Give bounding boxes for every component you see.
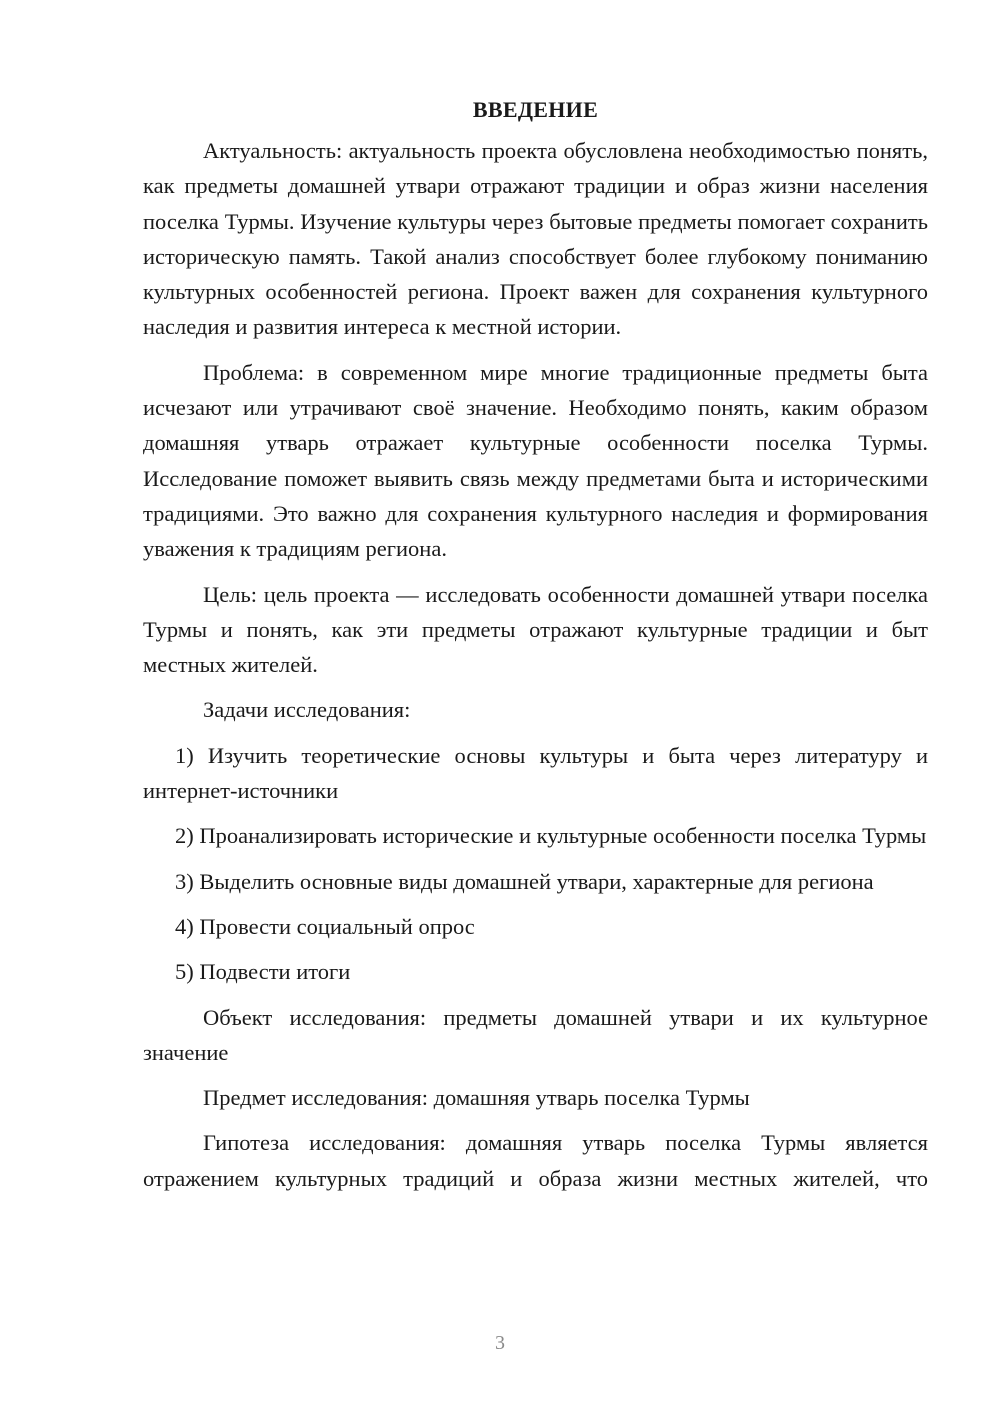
paragraph-goal: Цель: цель проекта — исследовать особенности домашней утвари поселка Турмы и понять, как эти предметы отражают культурные традиции и быт местных жителей.	[143, 581, 928, 678]
paragraph-object: Объект исследования: предметы домашней утвари и их культурное значение	[143, 1004, 928, 1065]
paragraph-hypothesis: Гипотеза исследования: домашняя утварь поселка Турмы является отражением культурных традиций и образа жизни местных жителей, что	[143, 1130, 928, 1191]
task-item-1: 1) Изучить теоретические основы культуры и быта через литературу и интернет-источники	[143, 742, 928, 804]
task-item-3: 3) Выделить основные виды домашней утвари, характерные для региона	[175, 868, 874, 894]
task-item-5: 5) Подвести итоги	[175, 959, 351, 985]
page-number: 3	[495, 1332, 505, 1354]
paragraph-relevance: Актуальность: актуальность проекта обусловлена необходимостью понять, как предметы домашней утвари отражают традиции и образ жизни населения поселка Турмы. Изучение культуры через бытовые предметы помогает сохранить историческую память. Такой анализ способствует более глубокому пониманию культурных особенностей региона. Проект важен для сохранения культурного наследия и развития интереса к местной истории.	[143, 138, 928, 340]
section-title: ВВЕДЕНИЕ	[472, 97, 599, 122]
paragraph-subject: Предмет исследования: домашняя утварь поселка Турмы	[203, 1085, 750, 1111]
task-item-2: 2) Проанализировать исторические и культурные особенности поселка Турмы	[175, 823, 927, 849]
task-item-4: 4) Провести социальный опрос	[175, 913, 475, 939]
paragraph-tasks-heading: Задачи исследования:	[203, 697, 411, 723]
paragraph-problem: Проблема: в современном мире многие традиционные предметы быта исчезают или утрачивают своё значение. Необходимо понять, каким образом домашняя утварь отражает культурные особенности поселка Турмы. Исследование поможет выявить связь между предметами быта и историческими традициями. Это важно для сохранения культурного наследия и формирования уважения к традициям региона.	[143, 359, 928, 562]
document-page	[143, 95, 928, 1206]
